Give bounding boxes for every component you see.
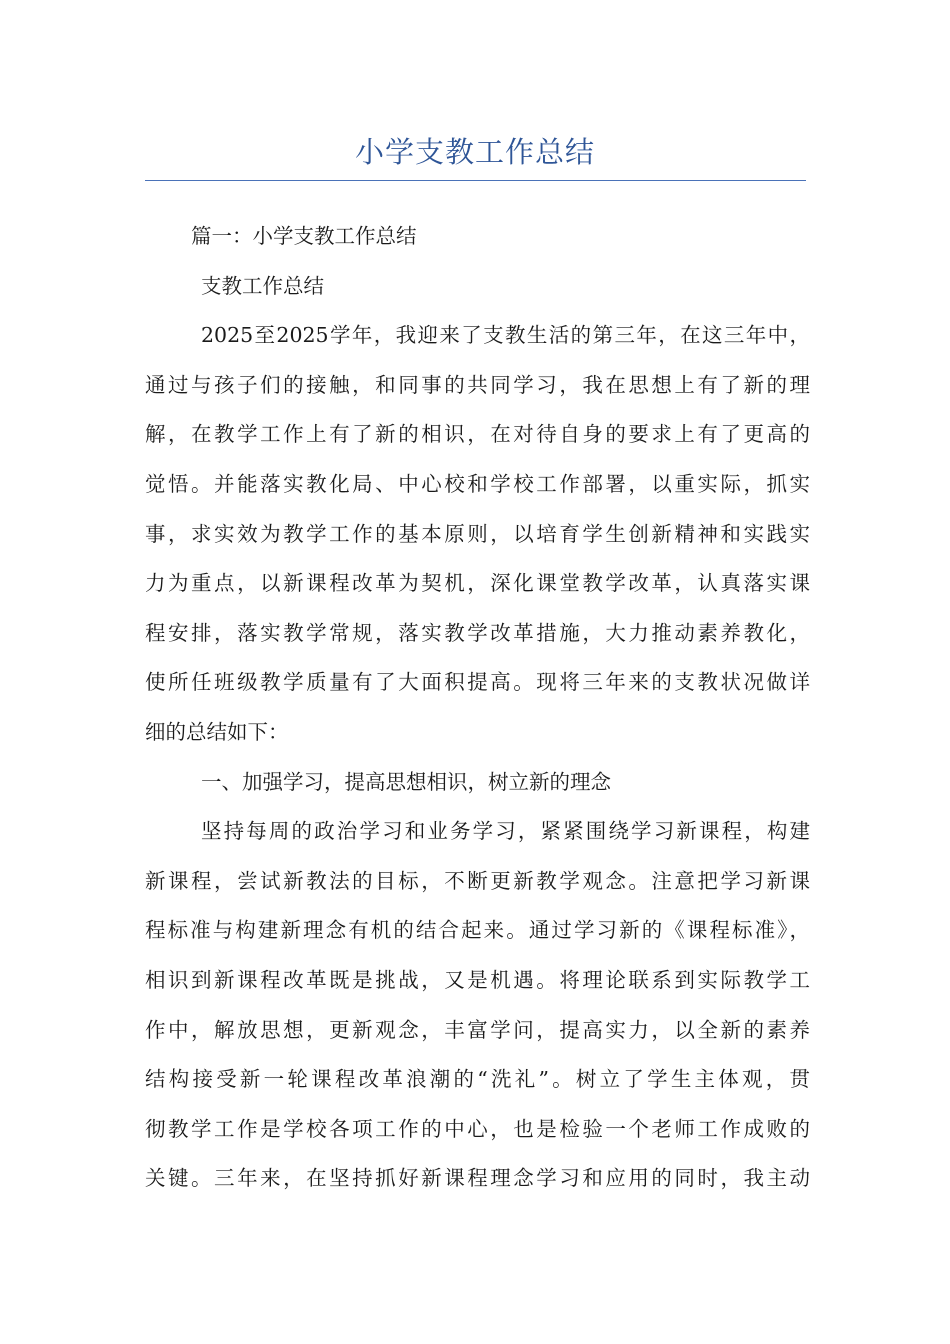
- section-heading: 篇一：小学支教工作总结: [191, 224, 417, 248]
- paragraph-line: 彻教学工作是学校各项工作的中心，也是检验一个老师工作成败的: [145, 1116, 810, 1141]
- paragraph-line: 作中，解放思想，更新观念，丰富学问，提高实力，以全新的素养: [145, 1017, 810, 1042]
- paragraph-line: 程标准与构建新理念有机的结合起来。通过学习新的《课程标准》，: [145, 918, 810, 943]
- paragraph-line: 使所任班级教学质量有了大面积提高。现将三年来的支教状况做详: [145, 670, 810, 695]
- paragraph-line: 程安排，落实教学常规，落实教学改革措施，大力推动素养教化，: [145, 620, 810, 645]
- paragraph-line: 细的总结如下：: [145, 719, 289, 744]
- paragraph-line: 结构接受新一轮课程改革浪潮的“洗礼”。树立了学生主体观，贯: [145, 1067, 810, 1092]
- paragraph-line: 事，求实效为教学工作的基本原则，以培育学生创新精神和实践实: [145, 521, 810, 546]
- paragraph-line: 关键。三年来，在坚持抓好新课程理念学习和应用的同时，我主动: [145, 1166, 810, 1191]
- paragraph-line: 觉悟。并能落实教化局、中心校和学校工作部署，以重实际，抓实: [145, 471, 810, 496]
- paragraph-line: 通过与孩子们的接触，和同事的共同学习，我在思想上有了新的理: [145, 372, 810, 397]
- document-title: 小学支教工作总结: [354, 135, 595, 169]
- section-heading: 一、加强学习，提高思想相识，树立新的理念: [201, 769, 611, 794]
- document-body: [145, 212, 810, 1204]
- subtitle: 支教工作总结: [201, 273, 324, 298]
- paragraph-line: 坚持每周的政治学习和业务学习，紧紧围绕学习新课程，构建: [201, 819, 810, 844]
- paragraph-line: 2025至2025学年，我迎来了支教生活的第三年，在这三年中，: [201, 323, 810, 348]
- paragraph-line: 解，在教学工作上有了新的相识，在对待自身的要求上有了更高的: [145, 422, 810, 447]
- paragraph-line: 相识到新课程改革既是挑战，又是机遇。将理论联系到实际教学工: [145, 967, 810, 992]
- paragraph-line: 力为重点，以新课程改革为契机，深化课堂教学改革，认真落实课: [145, 571, 810, 596]
- paragraph-line: 新课程，尝试新教法的目标，不断更新教学观念。注意把学习新课: [145, 868, 810, 893]
- title-underline: [145, 180, 806, 181]
